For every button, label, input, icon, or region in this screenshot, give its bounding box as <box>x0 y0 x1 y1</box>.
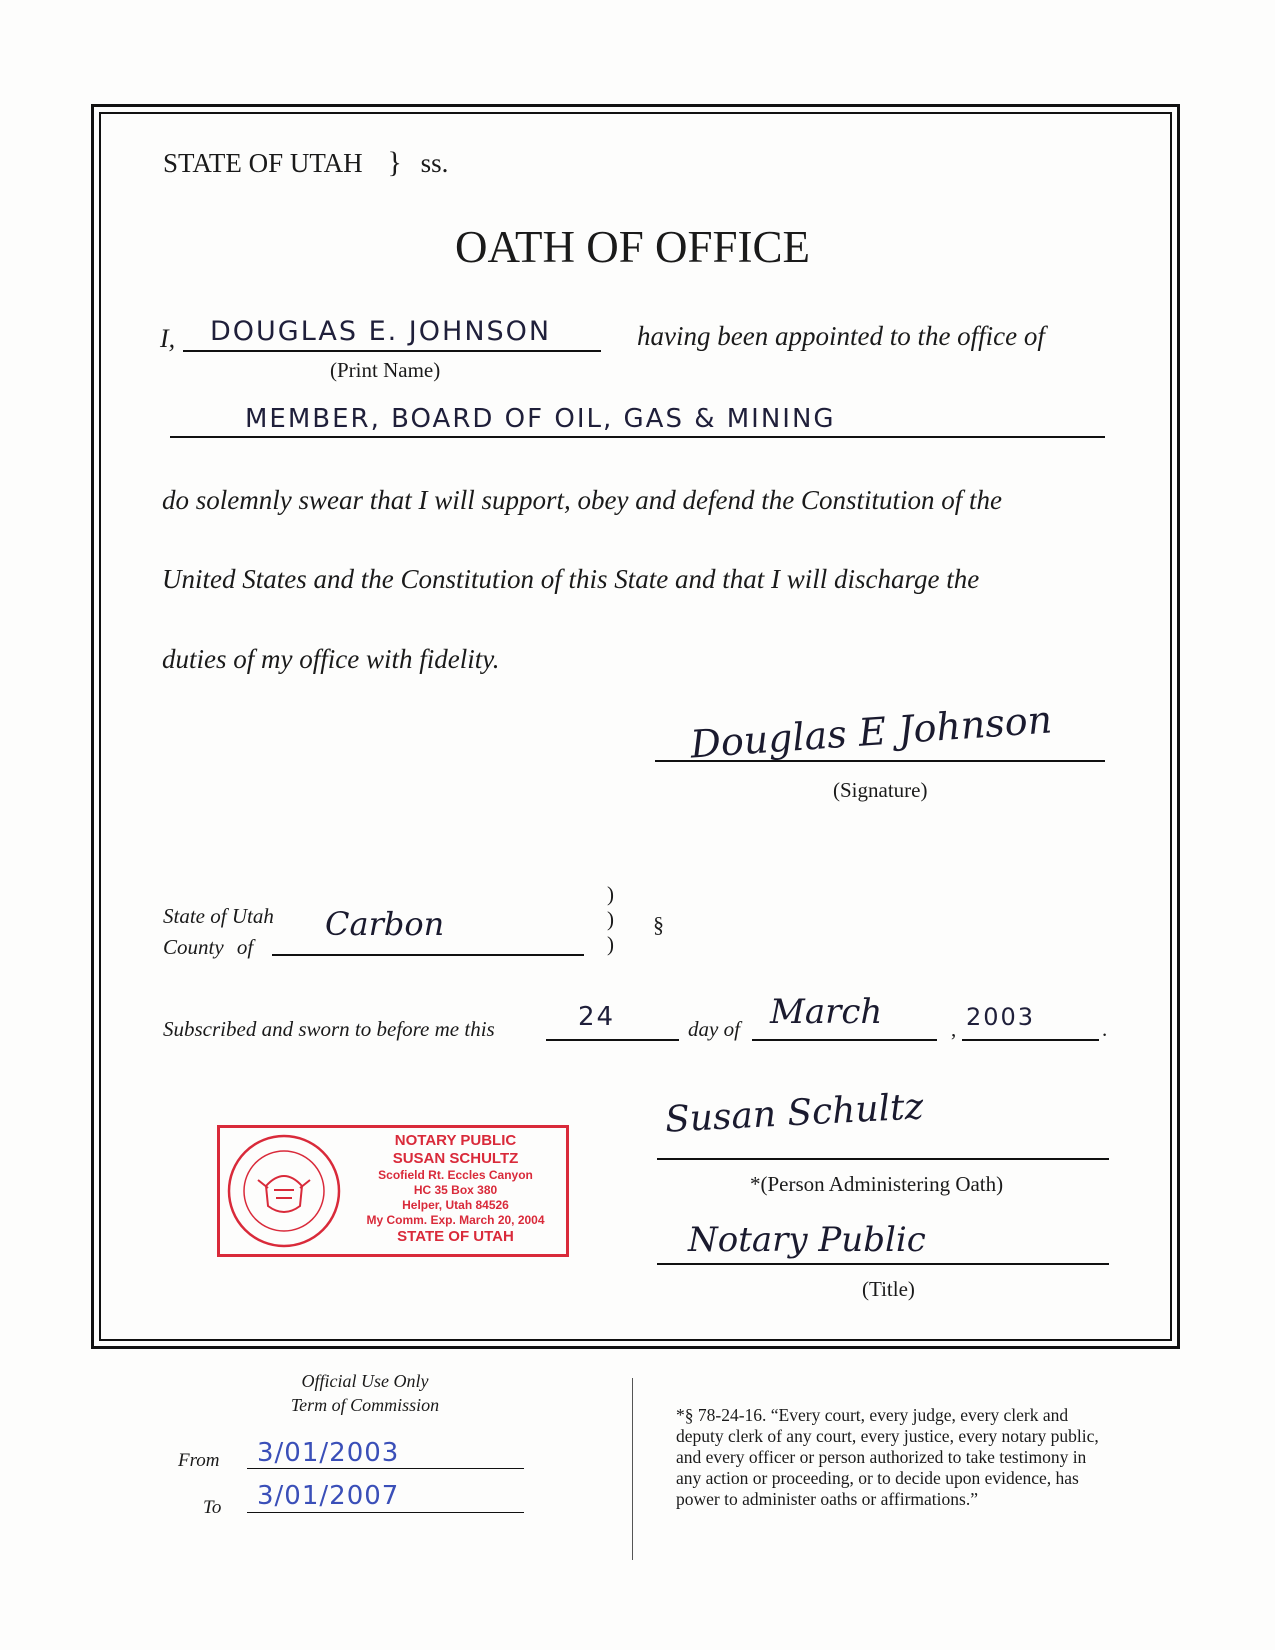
page-title: OATH OF OFFICE <box>454 222 811 272</box>
month-value: March <box>770 992 883 1032</box>
from-label: From <box>178 1450 220 1471</box>
state-heading <box>163 146 448 180</box>
oath-body-line2: United States and the Constitution of this State and that I will discharge the <box>162 564 980 594</box>
footnote-line3: and every officer or person authorized to take testimony in <box>676 1447 1087 1467</box>
stamp-line7: STATE OF UTAH <box>397 1228 514 1245</box>
period: . <box>1102 1017 1108 1041</box>
subscribed-text: Subscribed and sworn to before me this <box>163 1017 495 1041</box>
county-line <box>272 954 584 956</box>
oath-prefix: I, <box>160 324 176 353</box>
brace: } <box>387 146 402 179</box>
section-symbol: § <box>653 912 664 937</box>
official-use-line2: Term of Commission <box>290 1395 440 1415</box>
state-line: STATE OF UTAH <box>163 148 363 178</box>
print-name-value: DOUGLAS E. JOHNSON <box>210 316 552 347</box>
statute-footnote <box>676 1405 1196 1510</box>
footnote-line1: *§ 78-24-16. “Every court, every judge, every clerk and <box>676 1405 1069 1425</box>
office-line <box>170 436 1105 438</box>
ss-label: ss. <box>420 148 449 178</box>
stamp-line2: SUSAN SCHULTZ <box>392 1150 519 1167</box>
stamp-line1: NOTARY PUBLIC <box>394 1132 517 1149</box>
oath-body-line3: duties of my office with fidelity. <box>162 644 500 674</box>
stamp-line5: Helper, Utah 84526 <box>402 1198 509 1212</box>
title-value: Notary Public <box>688 1220 926 1260</box>
oath-signature: Douglas E Johnson <box>688 697 1054 767</box>
footer-divider <box>632 1378 633 1560</box>
county-value: Carbon <box>325 905 445 943</box>
administrator-caption: *(Person Administering Oath) <box>750 1172 1004 1196</box>
name-line <box>183 350 601 352</box>
jurat-county-label: County of <box>163 935 254 959</box>
paren-1: ) <box>607 882 614 906</box>
stamp-line3: Scofield Rt. Eccles Canyon <box>378 1168 533 1182</box>
office-value: MEMBER, BOARD OF OIL, GAS & MINING <box>245 404 836 434</box>
footnote-line2: deputy clerk of any court, every justice, every notary public, <box>676 1426 1099 1446</box>
jurat-parens <box>607 882 614 957</box>
stamp-line6: My Comm. Exp. March 20, 2004 <box>366 1213 545 1227</box>
to-value: 3/01/2007 <box>257 1481 400 1511</box>
official-use-heading <box>230 1369 500 1417</box>
paren-2: ) <box>607 907 614 931</box>
great-seal-icon <box>220 1128 348 1254</box>
month-line <box>752 1039 937 1041</box>
to-label: To <box>203 1497 222 1518</box>
stamp-line4: HC 35 Box 380 <box>413 1183 498 1197</box>
stamp-text <box>348 1132 563 1246</box>
day-of-text: day of <box>688 1017 740 1041</box>
comma: , <box>951 1017 957 1041</box>
notary-stamp <box>217 1125 569 1257</box>
to-line <box>247 1512 524 1513</box>
day-line <box>546 1039 679 1041</box>
paren-3: ) <box>607 932 614 956</box>
from-line <box>247 1468 524 1469</box>
oath-body-line1: do solemnly swear that I will support, obey and defend the Constitution of the <box>162 485 1002 515</box>
year-line <box>962 1039 1099 1041</box>
title-caption: (Title) <box>862 1277 915 1301</box>
administrator-signature: Susan Schultz <box>664 1086 925 1141</box>
appointed-text: having been appointed to the office of <box>637 321 1045 351</box>
jurat-state: State of Utah <box>163 904 274 928</box>
day-value: 24 <box>578 1002 616 1032</box>
print-name-caption: (Print Name) <box>330 358 441 382</box>
administrator-line <box>657 1158 1109 1160</box>
official-use-line1: Official Use Only <box>301 1371 429 1391</box>
signature-caption: (Signature) <box>833 778 928 802</box>
footnote-line5: power to administer oaths or affirmations.” <box>676 1489 978 1509</box>
year-value: 2003 <box>966 1003 1036 1031</box>
from-value: 3/01/2003 <box>257 1438 400 1468</box>
title-line <box>657 1263 1109 1265</box>
signature-line <box>655 760 1105 762</box>
footnote-line4: any action or proceeding, or to decide upon evidence, has <box>676 1468 1079 1488</box>
